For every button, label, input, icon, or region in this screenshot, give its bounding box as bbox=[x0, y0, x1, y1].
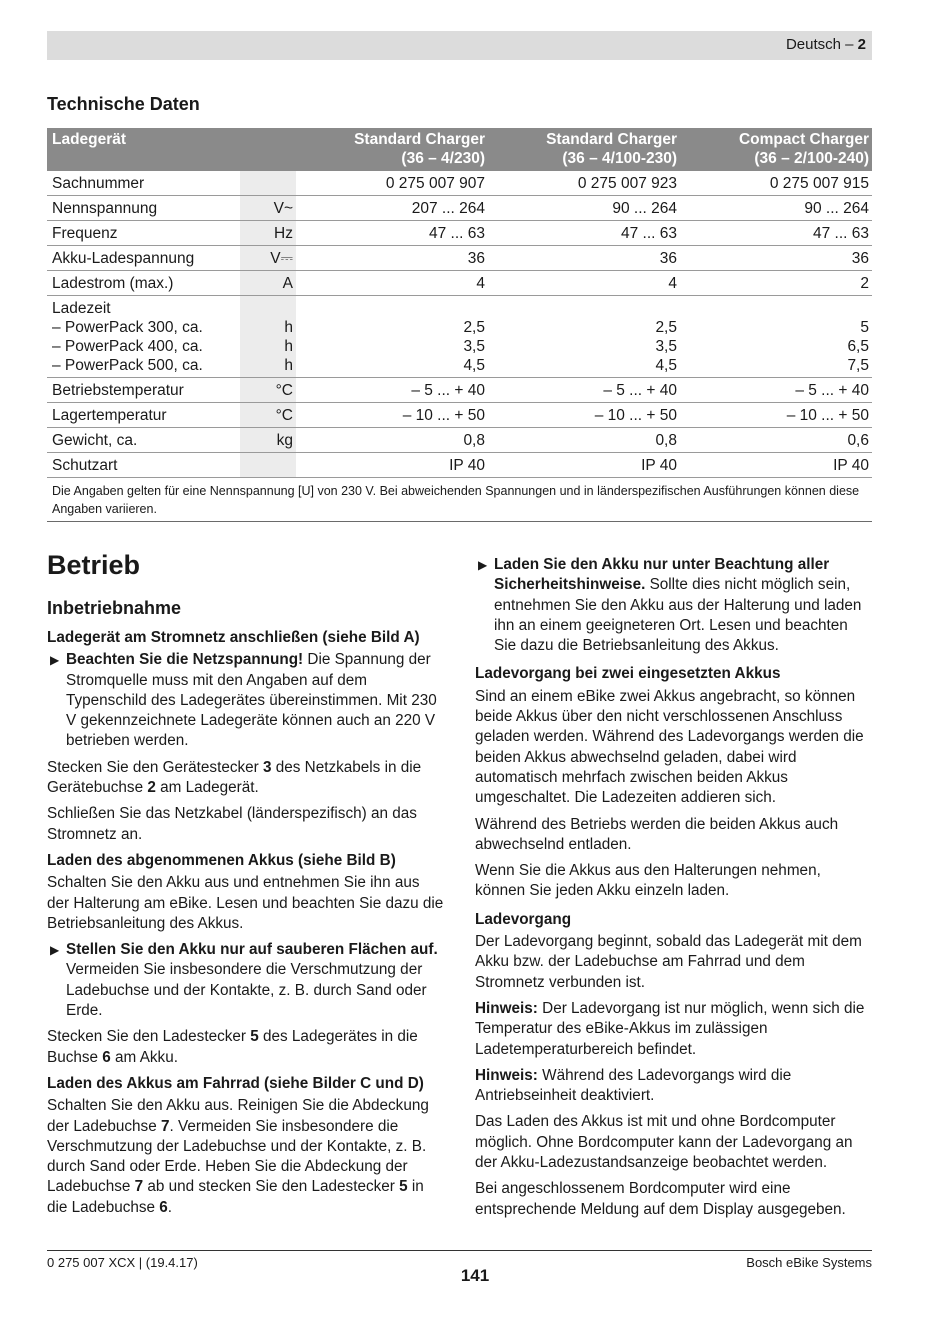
section-title: Technische Daten bbox=[47, 94, 200, 114]
paragraph: Der Ladevorgang beginnt, sobald das Ladegerät mit dem Akku bzw. der Ladebuchse am Fahrrad und dem Stromnetz verbunden ist. bbox=[475, 933, 862, 991]
table-row bbox=[47, 221, 872, 246]
paragraph: Sind an einem eBike zwei Akkus angebracht, so können beide Akkus über den nicht verschlossenen Anschluss geladen werden. Während des Ladevorgangs werden die beiden Akkus abwechselnd geladen, dabei wird automatisch mehrfach zwischen beiden Akkus umgeschaltet. Die Ladezeiten addieren sich. bbox=[475, 687, 864, 807]
table-row bbox=[47, 296, 872, 378]
row-label: Frequenz bbox=[47, 221, 240, 246]
row-label: Nennspannung bbox=[47, 196, 240, 221]
table-header-row bbox=[47, 128, 872, 171]
row-value: 0 275 007 923 bbox=[488, 171, 680, 196]
spec-table bbox=[47, 128, 872, 522]
triangle-bullet-icon: ▶ bbox=[50, 653, 60, 668]
row-value: 90 ... 264 bbox=[680, 196, 872, 221]
row-label: Akku-Ladespannung bbox=[47, 246, 240, 271]
bullet-item: ▶ Laden Sie den Akku nur unter Beachtung aller Sicherheitshinweise. Sollte dies nicht möglich sein, entnehmen Sie den Akku aus der Halterung und laden ihn an einem geeigneteren Ort. Lesen und beachten Sie dazu die Betriebsanleitung des Akkus. bbox=[478, 556, 862, 655]
row-value: 0,8 bbox=[488, 428, 680, 453]
header-language: Deutsch – 2 bbox=[785, 36, 866, 53]
subheading: Laden des abgenommenen Akkus (siehe Bild B) bbox=[47, 851, 396, 869]
row-label: Ladezeit – PowerPack 300, ca. – PowerPack 400, ca. – PowerPack 500, ca. bbox=[47, 296, 240, 378]
row-unit bbox=[240, 453, 296, 478]
heading-betrieb: Betrieb bbox=[47, 550, 141, 580]
row-label: Ladestrom (max.) bbox=[47, 271, 240, 296]
table-row bbox=[47, 171, 872, 196]
row-unit: °C bbox=[240, 378, 296, 403]
row-value: 36 bbox=[488, 246, 680, 271]
row-value: IP 40 bbox=[680, 453, 872, 478]
row-value: 207 ... 264 bbox=[296, 196, 488, 221]
paragraph: Hinweis: Der Ladevorgang ist nur möglich, wenn sich die Temperatur des eBike-Akkus im zulässigen Ladetemperaturbereich befindet. bbox=[475, 999, 865, 1058]
row-value: – 5 ... + 40 bbox=[488, 378, 680, 403]
row-unit: A bbox=[240, 271, 296, 296]
row-label: Sachnummer bbox=[47, 171, 240, 196]
paragraph: Schließen Sie das Netzkabel (länderspezifisch) an das Stromnetz an. bbox=[47, 805, 417, 843]
row-unit: Hz bbox=[240, 221, 296, 246]
paragraph: Während des Betriebs werden die beiden Akkus auch abwechselnd entladen. bbox=[475, 815, 839, 853]
subheading: Ladevorgang bbox=[475, 910, 572, 928]
right-column bbox=[475, 548, 872, 1226]
row-value: 2,5 3,5 4,5 bbox=[296, 296, 488, 378]
row-value: 4 bbox=[296, 271, 488, 296]
footer-brand: Bosch eBike Systems bbox=[746, 1255, 872, 1270]
paragraph: Bei angeschlossenem Bordcomputer wird eine entsprechende Meldung auf dem Display ausgegeben. bbox=[475, 1180, 846, 1218]
left-column bbox=[47, 548, 444, 1224]
header-cell bbox=[240, 128, 296, 171]
page-number: 141 bbox=[460, 1266, 490, 1285]
table-note-row bbox=[47, 478, 872, 522]
paragraph: Stecken Sie den Gerätestecker 3 des Netzkabels in die Gerätebuchse 2 am Ladegerät. bbox=[47, 758, 422, 797]
subheading: Ladegerät am Stromnetz anschließen (siehe Bild A) bbox=[47, 629, 420, 646]
table-row bbox=[47, 196, 872, 221]
row-value: 36 bbox=[680, 246, 872, 271]
page-header-bar bbox=[47, 31, 872, 60]
heading-inbetriebnahme: Inbetriebnahme bbox=[47, 598, 182, 618]
table-note: Die Angaben gelten für eine Nennspannung [U] von 230 V. Bei abweichenden Spannungen und in länderspezifischen Ausführungen können diese Angaben variieren. bbox=[47, 478, 872, 522]
row-value: 47 ... 63 bbox=[680, 221, 872, 246]
header-cell: Compact Charger (36 – 2/100-240) bbox=[680, 128, 872, 171]
row-value: 90 ... 264 bbox=[488, 196, 680, 221]
row-value: 5 6,5 7,5 bbox=[680, 296, 872, 378]
table-row bbox=[47, 378, 872, 403]
row-value: 0,8 bbox=[296, 428, 488, 453]
table-row bbox=[47, 453, 872, 478]
row-value: 36 bbox=[296, 246, 488, 271]
bullet-item: ▶ Beachten Sie die Netzspannung! Die Spannung der Stromquelle muss mit den Angaben auf dem Typenschild des Ladegerätes übereinstimmen. Mit 230 V gekennzeichnete Ladegeräte können auch an 220 V betrieben werden. bbox=[50, 651, 437, 750]
bullet-item: ▶ Stellen Sie den Akku nur auf sauberen Flächen auf. Vermeiden Sie insbesondere die Verschmutzung der Ladebuchse und der Kontakte, z. B. durch Sand oder Erde. bbox=[50, 941, 438, 1020]
row-value: – 10 ... + 50 bbox=[488, 403, 680, 428]
row-unit: V⎓ bbox=[240, 246, 296, 271]
row-unit: V~ bbox=[240, 196, 296, 221]
row-value: 47 ... 63 bbox=[488, 221, 680, 246]
row-unit: kg bbox=[240, 428, 296, 453]
row-value: 47 ... 63 bbox=[296, 221, 488, 246]
row-value: 2 bbox=[680, 271, 872, 296]
row-label: Betriebstemperatur bbox=[47, 378, 240, 403]
row-value: – 10 ... + 50 bbox=[296, 403, 488, 428]
row-unit: h h h bbox=[240, 296, 296, 378]
footer-doc-number: 0 275 007 XCX | (19.4.17) bbox=[47, 1255, 198, 1270]
table-row bbox=[47, 403, 872, 428]
row-value: – 10 ... + 50 bbox=[680, 403, 872, 428]
paragraph: Wenn Sie die Akkus aus den Halterungen nehmen, können Sie jeden Akku einzeln laden. bbox=[475, 862, 821, 900]
footer-divider bbox=[47, 1250, 872, 1251]
row-value: IP 40 bbox=[296, 453, 488, 478]
subheading: Ladevorgang bei zwei eingesetzten Akkus bbox=[475, 665, 781, 683]
row-value: 0 275 007 907 bbox=[296, 171, 488, 196]
row-value: 4 bbox=[488, 271, 680, 296]
row-label: Schutzart bbox=[47, 453, 240, 478]
row-value: 0 275 007 915 bbox=[680, 171, 872, 196]
header-cell: Ladegerät bbox=[47, 128, 240, 171]
row-label: Gewicht, ca. bbox=[47, 428, 240, 453]
row-value: 0,6 bbox=[680, 428, 872, 453]
paragraph: Hinweis: Während des Ladevorgangs wird die Antriebseinheit deaktiviert. bbox=[475, 1066, 792, 1105]
row-unit bbox=[240, 171, 296, 196]
triangle-bullet-icon: ▶ bbox=[50, 943, 60, 958]
paragraph: Stecken Sie den Ladestecker 5 des Ladegerätes in die Buchse 6 am Akku. bbox=[47, 1028, 418, 1066]
paragraph: Schalten Sie den Akku aus und entnehmen Sie ihn aus der Halterung am eBike. Lesen und beachten Sie dazu die Betriebsanleitung des Akkus. bbox=[47, 874, 444, 932]
subheading: Laden des Akkus am Fahrrad (siehe Bilder C und D) bbox=[47, 1074, 424, 1092]
row-label: Lagertemperatur bbox=[47, 403, 240, 428]
triangle-bullet-icon: ▶ bbox=[478, 558, 488, 572]
row-value: – 5 ... + 40 bbox=[680, 378, 872, 403]
row-unit: °C bbox=[240, 403, 296, 428]
table-row bbox=[47, 271, 872, 296]
header-cell: Standard Charger (36 – 4/100-230) bbox=[488, 128, 680, 171]
row-value: 2,5 3,5 4,5 bbox=[488, 296, 680, 378]
header-cell: Standard Charger (36 – 4/230) bbox=[296, 128, 488, 171]
paragraph: Schalten Sie den Akku aus. Reinigen Sie die Abdeckung der Ladebuchse 7. Vermeiden Sie insbesondere die Verschmutzung der Ladebuchse und der Kontakte, z. B. durch Sand oder Erde. Heben Sie die Abdeckung der Ladebuchse 7 ab und stecken Sie den Ladestecker 5 in die Ladebuchse 6. bbox=[47, 1097, 429, 1216]
table-row bbox=[47, 428, 872, 453]
table-row bbox=[47, 246, 872, 271]
row-value: IP 40 bbox=[488, 453, 680, 478]
row-value: – 5 ... + 40 bbox=[296, 378, 488, 403]
paragraph: Das Laden des Akkus ist mit und ohne Bordcomputer möglich. Ohne Bordcomputer kann der Ladevorgang an der Akku-Ladezustandsanzeige beobachtet werden. bbox=[475, 1113, 853, 1172]
